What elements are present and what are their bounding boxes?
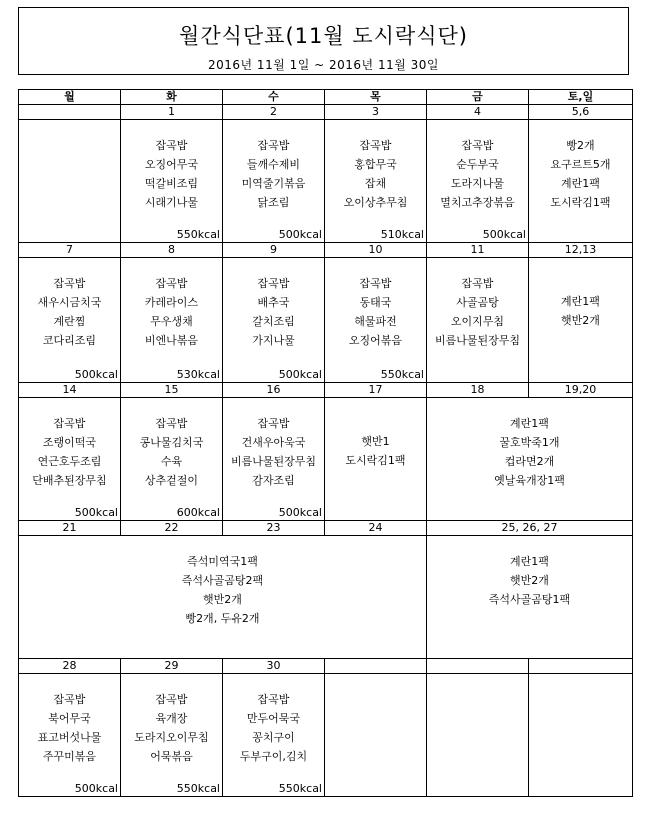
menu-item: 갈치조림: [252, 315, 295, 328]
weekday-header-row: [19, 90, 633, 105]
date-cell: 30: [223, 659, 325, 674]
menu-item: 도라지나물: [450, 177, 505, 190]
kcal-label: 510kcal: [380, 228, 424, 241]
menu-item: 잡곡밥: [257, 417, 290, 430]
week2-meal-row: [19, 258, 633, 383]
menu-item: 닭조림: [257, 196, 290, 209]
menu-item: 계란1팩: [510, 555, 549, 568]
menu-item: 비엔나볶음: [144, 334, 199, 347]
meal-cell: [427, 258, 529, 383]
menu-item: 계란1팩: [510, 417, 549, 430]
menu-item: 잡곡밥: [257, 277, 290, 290]
week4-meal-row: [19, 536, 633, 659]
meal-cell: [223, 674, 325, 797]
menu-item: 빵2개: [566, 139, 595, 152]
menu-item: 카레라이스: [144, 296, 199, 309]
date-cell: 28: [19, 659, 121, 674]
kcal-label: 550kcal: [380, 368, 424, 381]
week1-date-row: [19, 105, 633, 120]
menu-item: 만두어묵국: [246, 712, 301, 725]
menu-item: 계란1팩: [561, 177, 600, 190]
menu-item: 잡곡밥: [359, 139, 392, 152]
date-cell: 18: [427, 383, 529, 398]
menu-item: 잡곡밥: [53, 277, 86, 290]
meal-cell: [427, 120, 529, 243]
menu-item: 즉석사골곰탕1팩: [488, 593, 571, 606]
menu-item: 잡곡밥: [53, 693, 86, 706]
menu-item: 육개장: [155, 712, 188, 725]
date-cell: 3: [325, 105, 427, 120]
menu-item: 상추겉절이: [144, 474, 199, 487]
menu-item: 햇반2개: [203, 593, 242, 606]
menu-item: 무우생채: [150, 315, 193, 328]
date-cell: 10: [325, 243, 427, 258]
menu-item: 잡채: [364, 177, 387, 190]
menu-item: 잡곡밥: [155, 693, 188, 706]
kcal-label: 500kcal: [74, 782, 118, 795]
week5-meal-row: [19, 674, 633, 797]
menu-item: 잡곡밥: [155, 139, 188, 152]
date-cell: 5,6: [529, 105, 633, 120]
meal-cell: [19, 258, 121, 383]
menu-item: 배추국: [257, 296, 290, 309]
week1-meal-row: [19, 120, 633, 243]
menu-item: 요구르트5개: [550, 158, 611, 171]
menu-item: 동태국: [359, 296, 392, 309]
kcal-label: 600kcal: [176, 506, 220, 519]
menu-item: 시래기나물: [144, 196, 199, 209]
menu-item: 들깨수제비: [246, 158, 301, 171]
meal-cell: [121, 258, 223, 383]
weekday-mon: 월: [19, 90, 121, 105]
date-cell: 7: [19, 243, 121, 258]
date-cell: 15: [121, 383, 223, 398]
date-cell: 8: [121, 243, 223, 258]
menu-item: 오징어무국: [144, 158, 199, 171]
menu-item: 잡곡밥: [155, 277, 188, 290]
kcal-label: 500kcal: [482, 228, 526, 241]
menu-item: 감자조림: [252, 474, 295, 487]
meal-cell-merged: [427, 536, 633, 659]
date-cell: 9: [223, 243, 325, 258]
menu-item: 비름나물된장무침: [230, 455, 316, 468]
menu-item: 빵2개, 두유2개: [185, 612, 260, 625]
page-title: 월간식단표(11월 도시락식단): [179, 24, 468, 48]
menu-item: 수육: [160, 455, 183, 468]
meal-cell-merged: [19, 536, 427, 659]
menu-item: 도라지오이무침: [134, 731, 209, 744]
weekday-fri: 금: [427, 90, 529, 105]
meal-cell: [223, 398, 325, 521]
menu-item: 떡갈비조림: [144, 177, 199, 190]
menu-item: 오이상추무침: [343, 196, 408, 209]
date-cell: 19,20: [529, 383, 633, 398]
date-cell: 14: [19, 383, 121, 398]
week5-date-row: [19, 659, 633, 674]
kcal-label: 550kcal: [176, 228, 220, 241]
meal-cell-empty: [529, 674, 633, 797]
date-cell: 23: [223, 521, 325, 536]
menu-item: 햇반1: [361, 435, 390, 448]
menu-item: 북어무국: [48, 712, 91, 725]
date-cell: [19, 105, 121, 120]
menu-item: 잡곡밥: [53, 417, 86, 430]
kcal-label: 500kcal: [74, 368, 118, 381]
date-cell: 16: [223, 383, 325, 398]
menu-item: 연근호두조림: [37, 455, 102, 468]
date-cell: [427, 659, 529, 674]
meal-cell-merged: [427, 398, 633, 521]
meal-cell: [121, 674, 223, 797]
menu-item: 햇반2개: [510, 574, 549, 587]
date-cell: 17: [325, 383, 427, 398]
menu-item: 오이지무침: [450, 315, 505, 328]
menu-item: 즉석사골곰탕2팩: [181, 574, 264, 587]
date-cell: 4: [427, 105, 529, 120]
date-cell: [529, 659, 633, 674]
menu-item: 사골곰탕: [456, 296, 499, 309]
menu-item: 꿀호박죽1개: [499, 436, 560, 449]
menu-item: 즉석미역국1팩: [187, 555, 258, 568]
menu-item: 어묵볶음: [150, 750, 193, 763]
date-cell: [325, 659, 427, 674]
kcal-label: 500kcal: [278, 506, 322, 519]
week3-meal-row: [19, 398, 633, 521]
kcal-label: 500kcal: [74, 506, 118, 519]
date-cell: 21: [19, 521, 121, 536]
meal-cell: [223, 120, 325, 243]
kcal-label: 550kcal: [176, 782, 220, 795]
title-box: [18, 7, 629, 75]
week2-date-row: [19, 243, 633, 258]
date-cell: 12,13: [529, 243, 633, 258]
menu-item: 멸치고추장볶음: [440, 196, 515, 209]
menu-item: 코다리조림: [42, 334, 97, 347]
menu-item: 오징어볶음: [348, 334, 403, 347]
meal-cell: [529, 120, 633, 243]
date-cell: 2: [223, 105, 325, 120]
menu-item: 계란1팩: [561, 295, 600, 308]
meal-cell: [121, 120, 223, 243]
week4-date-row: [19, 521, 633, 536]
kcal-label: 530kcal: [176, 368, 220, 381]
week3-date-row: [19, 383, 633, 398]
weekday-weekend: 토,일: [529, 90, 633, 105]
menu-item: 두부구이,김치: [239, 750, 308, 763]
menu-item: 도시락김1팩: [345, 454, 406, 467]
date-cell: 1: [121, 105, 223, 120]
menu-item: 순두부국: [456, 158, 499, 171]
menu-item: 잡곡밥: [461, 277, 494, 290]
menu-item: 가지나물: [252, 334, 295, 347]
meal-cell: [325, 258, 427, 383]
meal-cell: [325, 120, 427, 243]
date-cell: 24: [325, 521, 427, 536]
menu-item: 비름나물된장무침: [434, 334, 520, 347]
menu-item: 잡곡밥: [155, 417, 188, 430]
meal-cell: [529, 258, 633, 383]
menu-item: 햇반2개: [561, 314, 600, 327]
menu-item: 단배추된장무침: [32, 474, 107, 487]
date-cell: 22: [121, 521, 223, 536]
menu-item: 해물파전: [354, 315, 397, 328]
menu-item: 조랭이떡국: [42, 436, 97, 449]
kcal-label: 500kcal: [278, 228, 322, 241]
menu-item: 주꾸미볶음: [42, 750, 97, 763]
meal-cell: [19, 674, 121, 797]
menu-item: 잡곡밥: [257, 139, 290, 152]
menu-item: 건새우아욱국: [241, 436, 306, 449]
kcal-label: 550kcal: [278, 782, 322, 795]
menu-item: 표고버섯나물: [37, 731, 102, 744]
menu-item: 잡곡밥: [257, 693, 290, 706]
menu-item: 콩나물김치국: [139, 436, 204, 449]
date-cell: 25, 26, 27: [427, 521, 633, 536]
menu-item: 옛날육개장1팩: [494, 474, 565, 487]
weekday-thu: 목: [325, 90, 427, 105]
date-range: 2016년 11월 1일 ~ 2016년 11월 30일: [207, 58, 439, 72]
meal-cell: [223, 258, 325, 383]
menu-item: 잡곡밥: [359, 277, 392, 290]
meal-cell-empty: [325, 674, 427, 797]
menu-item: 꽁치구이: [252, 731, 295, 744]
meal-cell: [19, 398, 121, 521]
menu-item: 새우시금치국: [37, 296, 102, 309]
menu-item: 미역줄기볶음: [241, 177, 306, 190]
menu-item: 잡곡밥: [461, 139, 494, 152]
menu-item: 컵라면2개: [504, 455, 555, 468]
menu-item: 도시락김1팩: [550, 196, 611, 209]
weekday-wed: 수: [223, 90, 325, 105]
meal-cell: [325, 398, 427, 521]
date-cell: 29: [121, 659, 223, 674]
kcal-label: 500kcal: [278, 368, 322, 381]
weekday-tue: 화: [121, 90, 223, 105]
menu-item: 홍합무국: [354, 158, 397, 171]
meal-cell-empty: [19, 120, 121, 243]
meal-calendar: [18, 89, 633, 797]
meal-cell-empty: [427, 674, 529, 797]
meal-cell: [121, 398, 223, 521]
menu-item: 계란찜: [53, 315, 86, 328]
date-cell: 11: [427, 243, 529, 258]
